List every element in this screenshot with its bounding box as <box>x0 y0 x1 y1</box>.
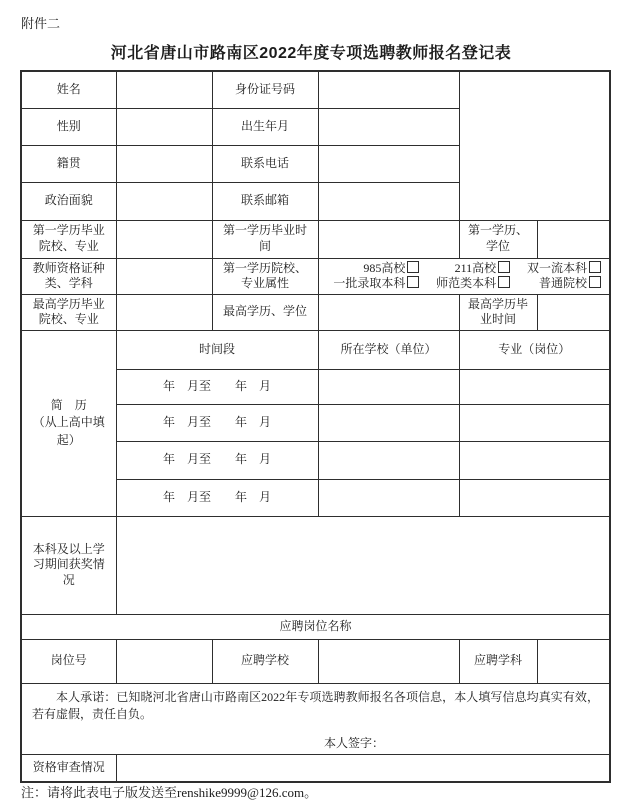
option-double-first-class <box>527 261 601 277</box>
option-211 <box>455 261 511 277</box>
highest-degree-school-value <box>116 294 212 330</box>
checkbox-985-icon <box>407 261 419 273</box>
highest-degree-value <box>318 294 459 330</box>
option-double-first-class-label: 双一流本科 <box>526 260 587 275</box>
checkbox-normal-university-icon <box>498 276 510 288</box>
resume-major-header: 专业（岗位） <box>459 330 610 369</box>
resume-row-period-1: 年 月至 年 月 <box>116 369 318 404</box>
option-first-batch <box>333 276 419 292</box>
first-degree-school-value <box>116 220 212 258</box>
resume-row-period-3: 年 月至 年 月 <box>116 441 318 479</box>
teacher-cert-value <box>116 258 212 294</box>
option-normal-university-label: 师范类本科 <box>436 276 497 291</box>
option-ordinary-college-label: 普通院校 <box>538 276 587 291</box>
resume-row-major-3 <box>459 441 610 479</box>
awards-label: 本科及以上学习期间获奖情况 <box>21 516 116 614</box>
name-value <box>116 71 212 108</box>
page-title: 河北省唐山市路南区2022年度专项选聘教师报名登记表 <box>110 45 512 62</box>
apply-subject-value <box>537 639 610 683</box>
post-number-value <box>116 639 212 683</box>
option-normal-university <box>436 276 510 292</box>
resume-row-period-4: 年 月至 年 月 <box>116 479 318 516</box>
phone-label: 联系电话 <box>212 145 318 182</box>
position-section-title: 应聘岗位名称 <box>21 614 610 639</box>
checkbox-211-icon <box>498 261 510 273</box>
apply-school-label: 应聘学校 <box>212 639 318 683</box>
resume-row-period-2: 年 月至 年 月 <box>116 404 318 441</box>
pledge-text: 本人承诺：已知晓河北省唐山市路南区2022年专项选聘教师报名各项信息，本人填写信息均真实有效，若有虚假，责任自负。 <box>32 689 599 722</box>
native-place-label: 籍贯 <box>21 145 116 182</box>
resume-section-label <box>21 330 116 516</box>
photo-cell <box>459 71 610 220</box>
first-degree-school-label: 第一学历毕业院校、专业 <box>21 220 116 258</box>
resume-row-major-4 <box>459 479 610 516</box>
political-status-label: 政治面貌 <box>21 182 116 220</box>
resume-row-school-4 <box>318 479 459 516</box>
registration-table <box>20 70 611 783</box>
post-number-label: 岗位号 <box>21 639 116 683</box>
highest-degree-school-label: 最高学历毕业院校、专业 <box>21 294 116 330</box>
email-value <box>318 182 459 220</box>
id-number-label: 身份证号码 <box>212 71 318 108</box>
first-degree-time-value <box>318 220 459 258</box>
first-degree-label: 第一学历、学位 <box>459 220 537 258</box>
option-ordinary-college <box>539 276 601 292</box>
gender-value <box>116 108 212 145</box>
school-type-options-cell <box>318 258 610 294</box>
resume-school-header: 所在学校（单位） <box>318 330 459 369</box>
highest-degree-label: 最高学历、学位 <box>212 294 318 330</box>
gender-label: 性别 <box>21 108 116 145</box>
resume-row-major-1 <box>459 369 610 404</box>
native-place-value <box>116 145 212 182</box>
review-value <box>116 755 610 782</box>
option-985 <box>363 261 419 277</box>
review-label: 资格审查情况 <box>21 755 116 782</box>
name-label: 姓名 <box>21 71 116 108</box>
resume-label-line1: 简 历 <box>50 398 87 413</box>
attachment-label: 附件二 <box>21 16 61 31</box>
first-degree-time-label: 第一学历毕业时间 <box>212 220 318 258</box>
footer-note: 注：请将此表电子版发送至renshike9999@126.com。 <box>21 785 318 800</box>
first-degree-value <box>537 220 610 258</box>
option-first-batch-label: 一批录取本科 <box>333 276 406 291</box>
first-school-type-label: 第一学历院校、专业属性 <box>212 258 318 294</box>
resume-row-major-2 <box>459 404 610 441</box>
awards-value <box>116 516 610 614</box>
phone-value <box>318 145 459 182</box>
id-number-value <box>318 71 459 108</box>
highest-degree-time-value <box>537 294 610 330</box>
resume-row-school-1 <box>318 369 459 404</box>
resume-label-line2: （从上高中填起） <box>32 415 105 447</box>
option-985-label: 985高校 <box>363 260 406 275</box>
checkbox-first-batch-icon <box>407 276 419 288</box>
resume-row-school-3 <box>318 441 459 479</box>
birth-date-label: 出生年月 <box>212 108 318 145</box>
checkbox-double-first-class-icon <box>589 261 601 273</box>
apply-subject-label: 应聘学科 <box>459 639 537 683</box>
checkbox-ordinary-college-icon <box>589 276 601 288</box>
birth-date-value <box>318 108 459 145</box>
highest-degree-time-label: 最高学历毕业时间 <box>459 294 537 330</box>
resume-period-header: 时间段 <box>116 330 318 369</box>
political-status-value <box>116 182 212 220</box>
option-211-label: 211高校 <box>454 260 497 275</box>
pledge-cell <box>21 683 610 754</box>
teacher-cert-label: 教师资格证种类、学科 <box>21 258 116 294</box>
resume-row-school-2 <box>318 404 459 441</box>
signature-label: 本人签字： <box>324 736 385 751</box>
apply-school-value <box>318 639 459 683</box>
email-label: 联系邮箱 <box>212 182 318 220</box>
